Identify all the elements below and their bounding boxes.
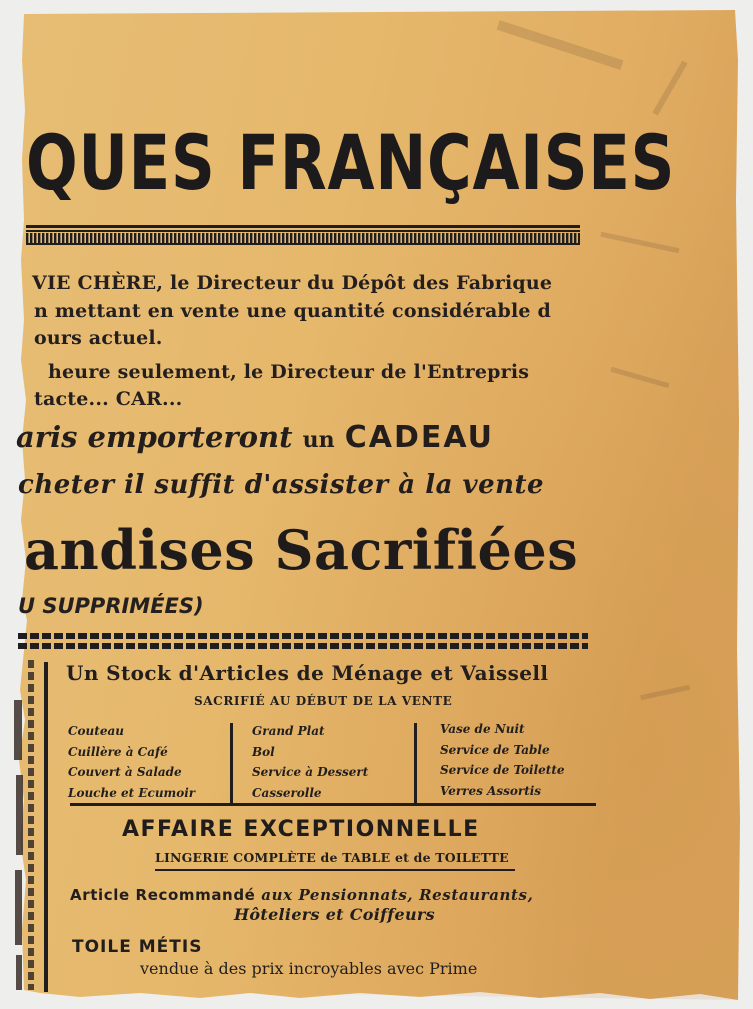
stock-column-2 xyxy=(252,721,368,803)
stock-item: Service de Toilette xyxy=(440,763,565,777)
stock-item: Grand Plat xyxy=(252,724,325,738)
stock-item: Cuillère à Café xyxy=(68,744,168,759)
stock-item: Louche et Ecumoir xyxy=(68,785,196,800)
affaire-title: AFFAIRE EXCEPTIONNELLE xyxy=(122,817,480,842)
cadeau-word: CADEAU xyxy=(344,420,494,455)
toile-text: vendue à des prix incroyables avec Prime xyxy=(140,959,478,978)
title-rule-hatched xyxy=(26,230,580,246)
frame-left-dots xyxy=(28,660,38,990)
acheter-line: cheter il suffit d'assister à la vente xyxy=(18,470,545,500)
stock-item: Service de Table xyxy=(440,742,550,757)
marchandises-sacrifiees-heading: andises Sacrifiées xyxy=(24,518,579,582)
body-line-5: tacte... CAR... xyxy=(34,388,183,410)
supprimees-line: U SUPPRIMÉES) xyxy=(18,594,204,618)
margin-vertical-text xyxy=(14,700,23,990)
stock-item: Couvert à Salade xyxy=(68,765,182,779)
stock-column-3 xyxy=(440,719,565,801)
lingerie-line: LINGERIE COMPLÈTE de TABLE et de TOILETTE xyxy=(155,850,509,865)
body-line-2: n mettant en vente une quantité considérable d xyxy=(34,300,552,322)
article-line-1 xyxy=(70,886,533,904)
article-italic: aux Pensionnats, Restaurants, xyxy=(261,886,534,904)
frame-left-border xyxy=(44,662,48,992)
stock-item: Bol xyxy=(252,744,275,759)
stock-item: Verres Assortis xyxy=(440,783,542,798)
stock-subtitle: SACRIFIÉ AU DÉBUT DE LA VENTE xyxy=(194,694,453,708)
cadeau-line xyxy=(16,420,494,455)
headline-title: QUES FRANÇAISES xyxy=(26,118,676,207)
lingerie-underline xyxy=(155,869,515,871)
dashed-divider-band xyxy=(18,633,588,653)
stock-item: Service à Dessert xyxy=(252,765,369,779)
stock-item: Couteau xyxy=(68,724,124,738)
title-rule-top xyxy=(26,225,580,228)
column-divider-2 xyxy=(414,723,417,803)
column-divider-1 xyxy=(230,723,233,803)
stock-column-1 xyxy=(68,721,195,803)
body-line-1: VIE CHÈRE, le Directeur du Dépôt des Fabrique xyxy=(32,272,553,294)
article-prefix: Article Recommandé xyxy=(70,886,262,904)
stock-item: Vase de Nuit xyxy=(440,722,525,736)
article-line-2: Hôteliers et Coiffeurs xyxy=(234,905,435,924)
cadeau-prefix: aris emporteront xyxy=(16,420,303,454)
stock-title: Un Stock d'Articles de Ménage et Vaissell xyxy=(66,661,549,685)
toile-label: TOILE MÉTIS xyxy=(72,937,203,957)
body-line-4: heure seulement, le Directeur de l'Entrepris xyxy=(48,361,530,383)
stock-item: Casserolle xyxy=(252,785,322,800)
body-line-3: ours actuel. xyxy=(34,327,163,349)
stock-bottom-rule xyxy=(70,803,596,806)
cadeau-un: un xyxy=(302,427,335,453)
